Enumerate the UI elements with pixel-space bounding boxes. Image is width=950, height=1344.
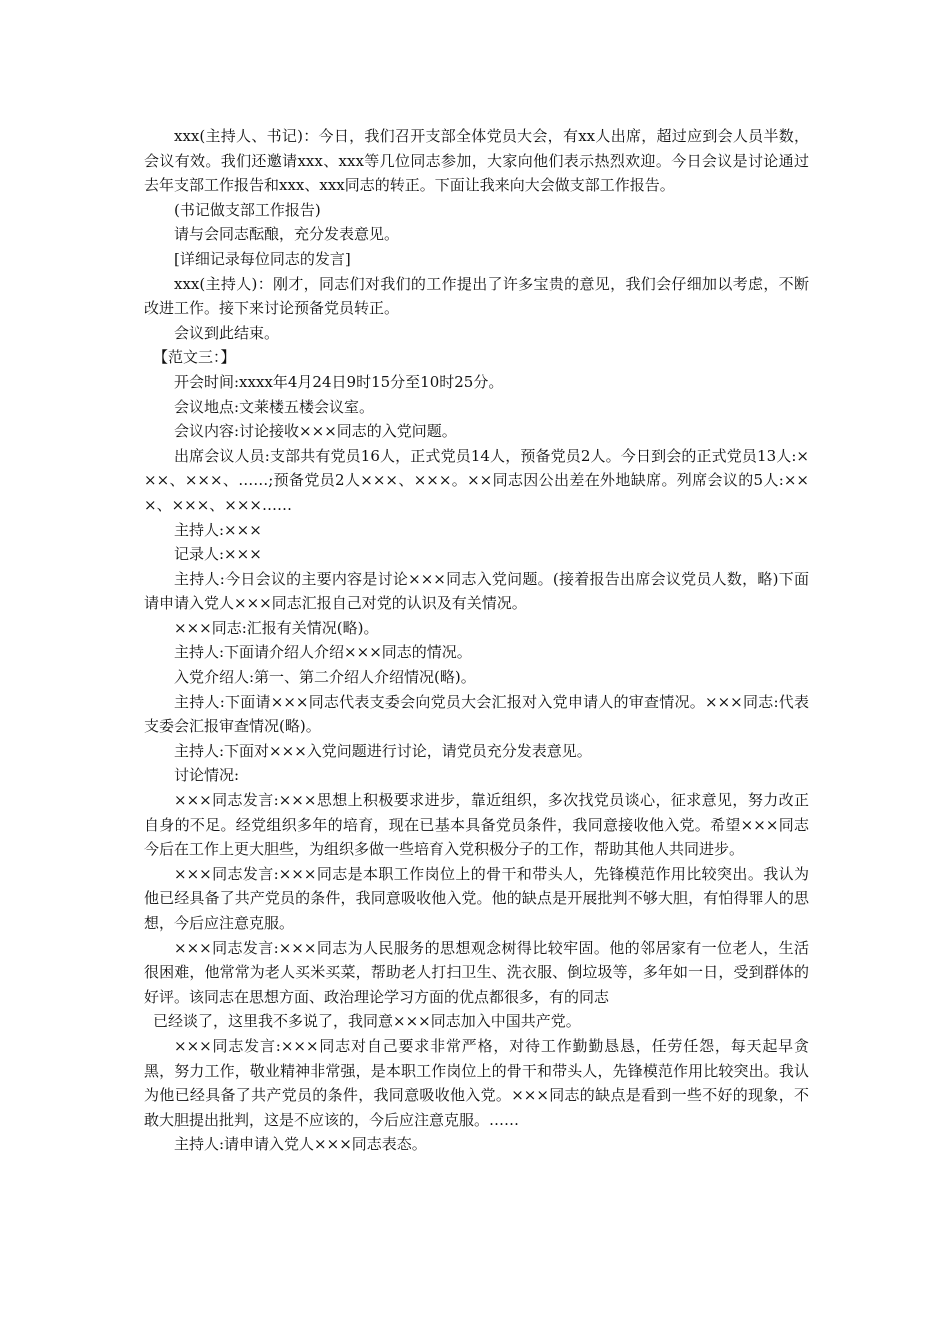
paragraph-discussion-label: 讨论情况: xyxy=(174,766,240,785)
section-heading: 【范文三：】 xyxy=(153,348,236,367)
paragraph-record-note: [详细记录每位同志的发言] xyxy=(174,249,351,268)
paragraph-meeting-time: 开会时间:xxxx年4月24日9时15分至10时25分。 xyxy=(174,372,504,391)
paragraph-invite-comments: 请与会同志酝酿，充分发表意见。 xyxy=(174,225,400,244)
paragraph-host-introducer: 主持人:下面请介绍人介绍×××同志的情况。 xyxy=(174,643,472,662)
paragraph-host: 主持人:××× xyxy=(174,520,262,539)
paragraph-meeting-content: 会议内容:讨论接收×××同志的入党问题。 xyxy=(174,422,457,441)
paragraph-host-closing: 主持人:请申请入党人×××同志表态。 xyxy=(174,1135,427,1154)
paragraph-host-remarks: xxx(主持人)：刚才，同志们对我们的工作提出了许多宝贵的意见，我们会仔细加以考虑，不断改进工作。接下来讨论预备党员转正。 xyxy=(144,274,809,318)
paragraph-introducer-report: 入党介绍人:第一、第二介绍人介绍情况(略)。 xyxy=(174,668,476,687)
paragraph-opening: xxx(主持人、书记)：今日，我们召开支部全体党员大会，有xx人出席，超过应到会人员半数，会议有效。我们还邀请xxx、xxx等几位同志参加，大家向他们表示热烈欢迎。今日会议是讨论通过去年支部工作报告和xxx、xxx同志的转正。下面让我来向大会做支部工作报告。 xyxy=(144,127,809,195)
paragraph-speech-4: ×××同志发言:×××同志对自己要求非常严格，对待工作勤勤恳恳，任劳任怨，每天起早贪黑，努力工作，敬业精神非常强，是本职工作岗位上的骨干和带头人，先锋模范作用比较突出。我认为他已经具备了共产党员的条件，我同意吸收他入党。×××同志的缺点是看到一些不好的现象，不敢大胆提出批判，这是不应该的，今后应注意克服。…… xyxy=(144,1036,809,1129)
paragraph-meeting-location: 会议地点:文莱楼五楼会议室。 xyxy=(174,397,375,416)
paragraph-recorder: 记录人:××× xyxy=(174,545,262,564)
paragraph-host-discussion: 主持人:下面对×××入党问题进行讨论，请党员充分发表意见。 xyxy=(174,741,592,760)
paragraph-committee-review: 主持人:下面请×××同志代表支委会向党员大会汇报对入党申请人的审查情况。×××同志:代表支委会汇报审查情况(略)。 xyxy=(144,692,809,736)
paragraph-speech-1: ×××同志发言:×××思想上积极要求进步，靠近组织，多次找党员谈心，征求意见，努力改正自身的不足。经党组织多年的培育，现在已基本具备党员条件，我同意接收他入党。希望×××同志今后在工作上更大胆些，为组织多做一些培育入党积极分子的工作，帮助其他人共同进步。 xyxy=(144,791,809,859)
paragraph-speech-3: ×××同志发言:×××同志为人民服务的思想观念树得比较牢固。他的邻居家有一位老人，生活很困难，他常常为老人买米买菜，帮助老人打扫卫生、洗衣服、倒垃圾等，多年如一日，受到群体的好评。该同志在思想方面、政治理论学习方面的优点都很多，有的同志 xyxy=(144,938,809,1006)
paragraph-attendees: 出席会议人员:支部共有党员16人，正式党员14人，预备党员2人。今日到会的正式党员13人:×××、×××、……;预备党员2人×××、×××。××同志因公出差在外地缺席。列席会议的5人:×××、×××、×××…… xyxy=(144,446,809,514)
document-page xyxy=(144,124,809,1157)
paragraph-speech-3-continued: 已经谈了，这里我不多说了，我同意×××同志加入中国共产党。 xyxy=(153,1012,581,1031)
paragraph-host-intro: 主持人:今日会议的主要内容是讨论×××同志入党问题。(接着报告出席会议党员人数，略)下面请申请入党人×××同志汇报自己对党的认识及有关情况。 xyxy=(144,569,809,613)
paragraph-speech-2: ×××同志发言:×××同志是本职工作岗位上的骨干和带头人，先锋模范作用比较突出。我认为他已经具备了共产党员的条件，我同意吸收他入党。他的缺点是开展批判不够大胆，有怕得罪人的思想，今后应注意克服。 xyxy=(144,864,809,932)
paragraph-secretary-report: (书记做支部工作报告) xyxy=(174,200,321,219)
paragraph-meeting-end: 会议到此结束。 xyxy=(174,323,280,342)
paragraph-applicant-report: ×××同志:汇报有关情况(略)。 xyxy=(174,618,379,637)
